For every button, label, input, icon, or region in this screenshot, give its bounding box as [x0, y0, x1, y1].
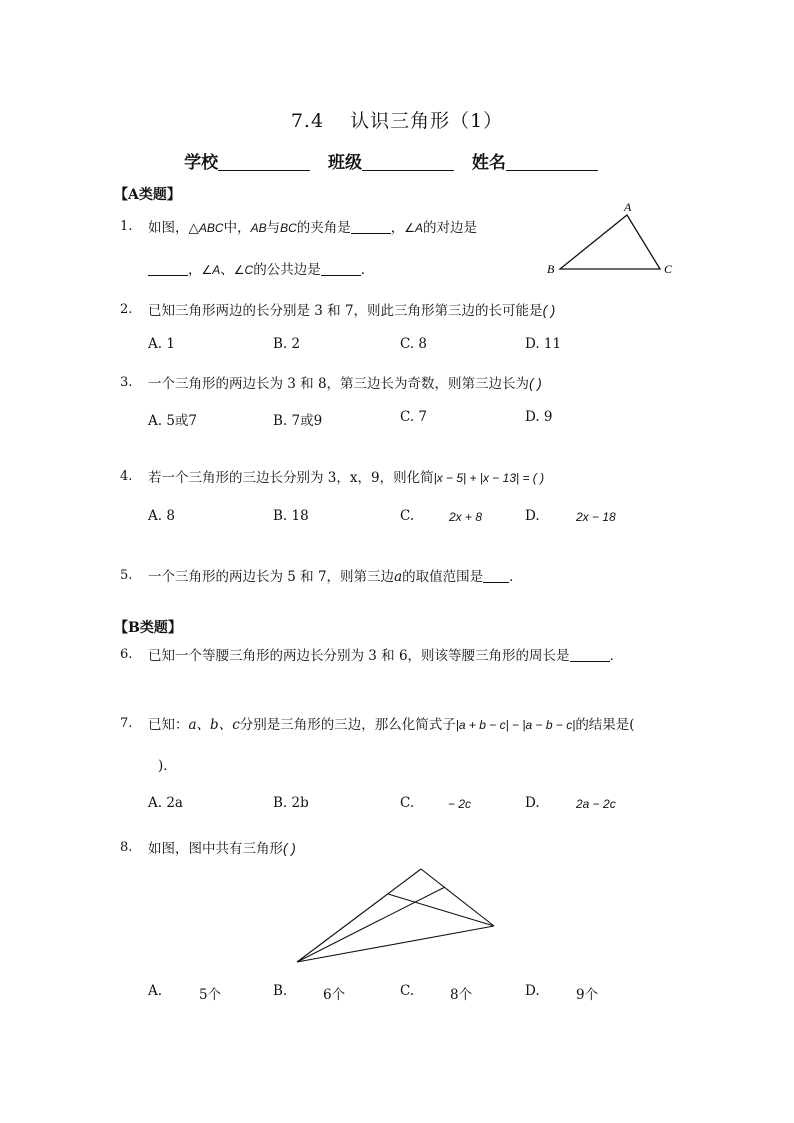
q1-text: 、 [220, 262, 234, 278]
q1-text: ， [390, 220, 405, 236]
q4-option-a[interactable]: A. 8 [148, 508, 175, 524]
q6-blank[interactable] [570, 648, 610, 662]
q4-option-c[interactable]: C. [400, 508, 415, 524]
q6-text [148, 644, 623, 664]
q6-stem: ． [609, 648, 624, 664]
q1-line2 [148, 258, 374, 278]
figure-edge-left [297, 869, 421, 962]
vertex-label-b: B [547, 262, 555, 276]
q3-text [148, 372, 542, 392]
q1-line1 [148, 216, 477, 236]
q5-stem: 一个三角形的两边长为 5 和 7，则第三边 [148, 569, 395, 585]
q7-variables: a、b、c [188, 717, 240, 733]
q5-blank[interactable] [483, 569, 509, 583]
q1-text: ． [360, 262, 375, 278]
q3-option-a[interactable]: A. 5或7 [148, 413, 198, 429]
name-label: 姓名 [471, 153, 506, 173]
q8-option-b-value: 6个 [323, 987, 346, 1003]
q7-expression: |a + b − c| − |a − b − c| [455, 718, 576, 732]
q7-option-d[interactable]: D. [525, 795, 540, 811]
q8-option-a-value: 5个 [199, 987, 222, 1003]
q1-text: 的夹角是 [296, 220, 351, 236]
q7-continuation: )． [158, 758, 177, 774]
q6-number: 6. [120, 647, 133, 662]
q1-text: 如图， [148, 220, 189, 236]
q5-variable-a: a [394, 569, 403, 585]
q7-option-c[interactable]: C. [400, 795, 415, 811]
triangle-abc [560, 215, 660, 269]
q1-text: ， [188, 262, 202, 278]
q7-stem: 已知： [148, 717, 189, 733]
q1-text: 与 [266, 220, 281, 236]
q4-stem: 若一个三角形的三边长分别为 3，x，9，则化简 [148, 470, 434, 486]
q8-number: 8. [120, 840, 133, 855]
name-blank[interactable] [506, 153, 598, 171]
q6-stem: 已知一个等腰三角形的两边长分别为 3 和 6，则该等腰三角形的周长是 [148, 648, 570, 664]
vertex-label-a: A [624, 200, 632, 214]
q3-option-d[interactable]: D. 9 [525, 409, 553, 425]
q7-stem: 分别是三角形的三边，那么化简式子 [239, 717, 456, 733]
q7-number: 7. [120, 716, 133, 731]
q2-option-a[interactable]: A. 1 [148, 336, 175, 352]
q3-number: 3. [120, 375, 133, 390]
q3-option-b[interactable]: B. 7或9 [273, 413, 323, 429]
q5-stem: 的取值范围是 [402, 569, 484, 585]
page-title [0, 106, 794, 133]
q3-stem: 一个三角形的两边长为 3 和 8，第三边长为奇数，则第三边长为 [148, 376, 530, 392]
q8-stem: 如图，图中共有三角形 [148, 841, 283, 857]
q1-angle-a: ∠A [404, 221, 424, 235]
q3-option-c[interactable]: C. 7 [400, 409, 428, 425]
q5-number: 5. [120, 568, 133, 583]
title-number: 7.4 [290, 110, 325, 132]
q2-option-c[interactable]: C. 8 [400, 336, 428, 352]
class-blank[interactable] [362, 153, 454, 171]
figure-cevian-2 [388, 894, 494, 926]
q8-option-d-value: 9个 [576, 987, 599, 1003]
q1-abc: ABC [198, 221, 224, 235]
triangle-symbol: △ [188, 220, 199, 236]
q8-option-b[interactable]: B. [273, 983, 288, 999]
q1-ab: AB [250, 221, 267, 235]
q7-stem: 的结果是( [575, 717, 635, 733]
q7-option-c-value: − 2c [448, 797, 472, 811]
q1-blank-1[interactable] [351, 220, 391, 234]
title-text: 认识三角形（1） [350, 110, 504, 132]
q2-stem: 已知三角形两边的长分别是 3 和 7，则此三角形第三边的长可能是 [148, 303, 543, 319]
q5-stem: ． [509, 569, 523, 585]
q8-option-c-value: 8个 [450, 987, 473, 1003]
figure-cevian-1 [297, 887, 445, 962]
q2-paren: ( ) [542, 303, 556, 318]
q2-text [148, 299, 555, 319]
q1-bc: BC [280, 221, 297, 235]
q4-number: 4. [120, 469, 133, 484]
q8-option-a[interactable]: A. [148, 983, 163, 999]
q7-option-a[interactable]: A. 2a [148, 795, 183, 811]
vertex-label-c: C [664, 262, 673, 276]
q1-blank-3[interactable] [321, 262, 361, 276]
figure-edge-bottom [297, 926, 494, 962]
q8-text [148, 837, 296, 857]
q7-option-b[interactable]: B. 2b [273, 795, 309, 811]
q1-text: 的对边是 [423, 220, 478, 236]
q3-paren: ( ) [529, 376, 542, 391]
q5-text [148, 565, 523, 585]
q8-option-d[interactable]: D. [525, 983, 540, 999]
figure-edge-right [421, 869, 494, 926]
student-info-line [0, 148, 794, 173]
school-label: 学校 [184, 153, 219, 173]
q4-option-b[interactable]: B. 18 [273, 508, 309, 524]
q8-triangles-figure [290, 865, 505, 965]
school-blank[interactable] [218, 153, 310, 171]
q7-option-d-value: 2a − 2c [576, 797, 616, 811]
q4-option-c-value: 2x + 8 [449, 510, 483, 524]
q2-option-d[interactable]: D. 11 [525, 336, 562, 352]
q7-text [148, 713, 635, 733]
q1-blank-2[interactable] [148, 262, 188, 276]
q4-expression: |x − 5| + |x − 13| = ( ) [433, 471, 545, 485]
section-a-heading: 【A类题】 [114, 187, 181, 203]
q8-paren: ( ) [283, 841, 296, 856]
section-b-heading: 【B类题】 [114, 620, 182, 636]
q1-triangle-figure [540, 196, 680, 280]
q1-angle-a: ∠A [201, 263, 221, 277]
q8-option-c[interactable]: C. [400, 983, 415, 999]
q4-text [148, 466, 544, 486]
q1-number: 1. [120, 219, 133, 234]
class-label: 班级 [328, 153, 362, 173]
q1-text: 的公共边是 [253, 262, 321, 278]
q4-option-d[interactable]: D. [525, 508, 540, 524]
q2-option-b[interactable]: B. 2 [273, 336, 301, 352]
q1-text: 中， [223, 220, 251, 236]
q2-number: 2. [120, 302, 133, 317]
q4-option-d-value: 2x − 18 [576, 510, 616, 524]
q1-angle-c: ∠C [233, 263, 254, 277]
